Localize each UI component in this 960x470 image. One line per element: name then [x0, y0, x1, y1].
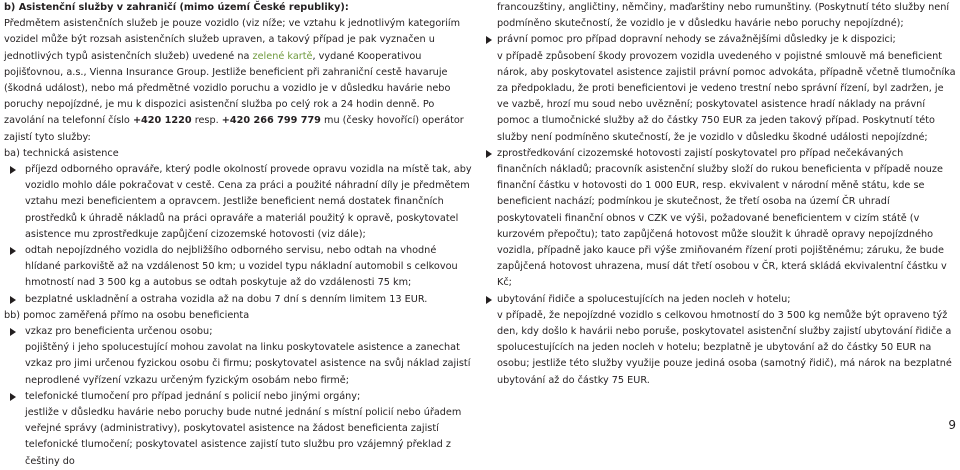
list-item-cash-advance: zprostředkování cizozemské hotovosti zajistí poskytovatel pro případ nečekávaných finančních nákladů; pracovník asistenční služby složí do rukou beneficienta v případě nouze finanční částku v hotovosti do 1 000 EUR, resp. ekvivalent v národní měně státu, kde se beneficient nachází; podmínkou je skutečnost, že třetí osoba na území ČR uhradí poskytovateli finanční obnos v CZK ve výši, požadované beneficientem v cizím státě (v kurzovém přepočtu); tato zapůjčená hotovost může sloužit k úhradě opravy nepojízdného vozidla, případně jako kauce při výše zmiňovaném řízení proti pojištěnému; záruku, že bude zapůjčená hotovost uhrazena, musí dát třetí osobou v ČR, která skládá ekvivalentní částku v Kč;	[486, 146, 956, 292]
subsection-technical-assistance: ba) technická asistence	[4, 147, 119, 159]
intro-paragraph: Předmětem asistenčních služeb je pouze vozidlo (viz níže; ve vztahu k jednotlivým kategoriím vozidel může být rozsah asistenčních služeb upraven, a takový případ je pak vyznačen u jednotlivých typů asistenčních služeb) uvedené na zelené kartě, vydané Kooperativou pojišťovnou, a.s., Vienna Insurance Group. Jestliže beneficient při zahraniční cestě havaruje (škodná událost), nebo má předmětné vozidlo poruchu a vozidlo je v důsledku havárie nebo poruchy nepojízdné, je mu k dispozici asistenční služba po celý rok a 24 hodin denně. Po zavolání na telefonní číslo +420 1220 resp. +420 266 799 779 mu (česky hovořící) operátor zajistí tyto služby:	[4, 18, 464, 143]
phone-number-1: +420 1220	[132, 115, 192, 127]
section-heading: b) Asistenční služby v zahraničí (mimo území České republiky):	[4, 2, 349, 13]
subsection-personal-assistance: bb) pomoc zaměřená přímo na osobu beneficienta	[4, 309, 250, 321]
list-item-interpreting: telefonické tlumočení pro případ jednání s policií nebo jinými orgány;	[4, 389, 475, 405]
list-item-legal-aid-detail: v případě způsobení škody provozem vozidla uvedeného v pojistné smlouvě má beneficient nárok, aby poskytovatel asistence zajistil právní pomoc advokáta, případně včetně tlumočníka za předpokladu, že proti beneficientovi je vedeno trestní nebo správní řízení, byl zadržen, je ve vazbě, hrozí mu soud nebo uvěznění; poskytovatel asistence hradí náklady na právní pomoc a tlumočnické služby až do částky 750 EUR za jeden takový případ. Poskytnutí této služby není podmíněno skutečností, že je vozidlo v důsledku škodné události nepojízdné;	[497, 50, 956, 143]
page-number: 9	[948, 418, 956, 432]
list-item-repair: příjezd odborného opraváře, který podle okolností provede opravu vozidla na místě tak, aby vozidlo mohlo dále pokračovat v cestě. Cena za práci a použité náhradní díly je předmětem vztahu mezi beneficientem a opravcem. Jestliže beneficient nemá dostatek finančních prostředků k úhradě nákladů na práci opraváře a materiál použitý k opravě, poskytovatel asistence mu zprostředkuje zapůjčení cizozemské hotovosti (viz dále);	[4, 162, 475, 243]
phone-number-2: +420 266 799 779	[221, 115, 321, 127]
list-item-storage: bezplatné uskladnění a ostraha vozidla až na dobu 7 dní s denním limitem 13 EUR.	[4, 292, 475, 308]
left-column	[4, 0, 475, 470]
list-item-message-detail: pojištěný i jeho spolucestující mohou zavolat na linku poskytovatele asistence a zanechat vzkaz pro jimi určenou fyzickou osobu či firmu; poskytovatel asistence na svůj náklad zajistí neprodlené vyřízení vzkazu určeným fyzickým osobám nebo firmě;	[25, 342, 471, 386]
list-item-accommodation-detail: v případě, že nepojízdné vozidlo s celkovou hmotností do 3 500 kg nemůže být opraveno týž den, kdy došlo k havárii nebo poruše, poskytovatel asistenční služby zajistí ubytování řidiče a spolucestujících na jeden nocleh v hotelu; bezplatně je ubytování až do částky 50 EUR na osobu; jestliže této služby využije pouze jediná osoba (samotný řidič), má nárok na bezplatné ubytování až do částky 75 EUR.	[497, 309, 952, 386]
right-column	[486, 0, 956, 389]
list-item-legal-aid: právní pomoc pro případ dopravní nehody se závažnějšími důsledky je k dispozici;	[486, 32, 956, 48]
interpreting-continuation: francouzštiny, angličtiny, němčiny, maďarštiny nebo rumunštiny. (Poskytnutí této služby není podmíněno skutečností, že vozidlo je v důsledku havárie nebo poruchy nepojízdné);	[497, 2, 950, 30]
list-item-towing: odtah nepojízdného vozidla do nejbližšího odborného servisu, nebo odtah na vhodné hlídané parkoviště až na vzdálenost 50 km; u vozidel typu nákladní automobil s celkovou hmotností nad 3 500 kg a autobus se odtah poskytuje až do vzdálenosti 75 km;	[4, 243, 475, 292]
list-item-interpreting-detail: jestliže v důsledku havárie nebo poruchy bude nutné jednání s místní policií nebo úřadem veřejné správy (administrativy), poskytovatel asistence na žádost beneficienta zajistí telefonické tlumočení; poskytovatel asistence zajistí tuto službu pro vzájemný překlad z češtiny do	[25, 407, 462, 467]
list-item-message: vzkaz pro beneficienta určenou osobu;	[4, 324, 475, 340]
list-item-accommodation: ubytování řidiče a spolucestujících na jeden nocleh v hotelu;	[486, 292, 956, 308]
green-card-term: zelené kartě	[252, 50, 313, 62]
